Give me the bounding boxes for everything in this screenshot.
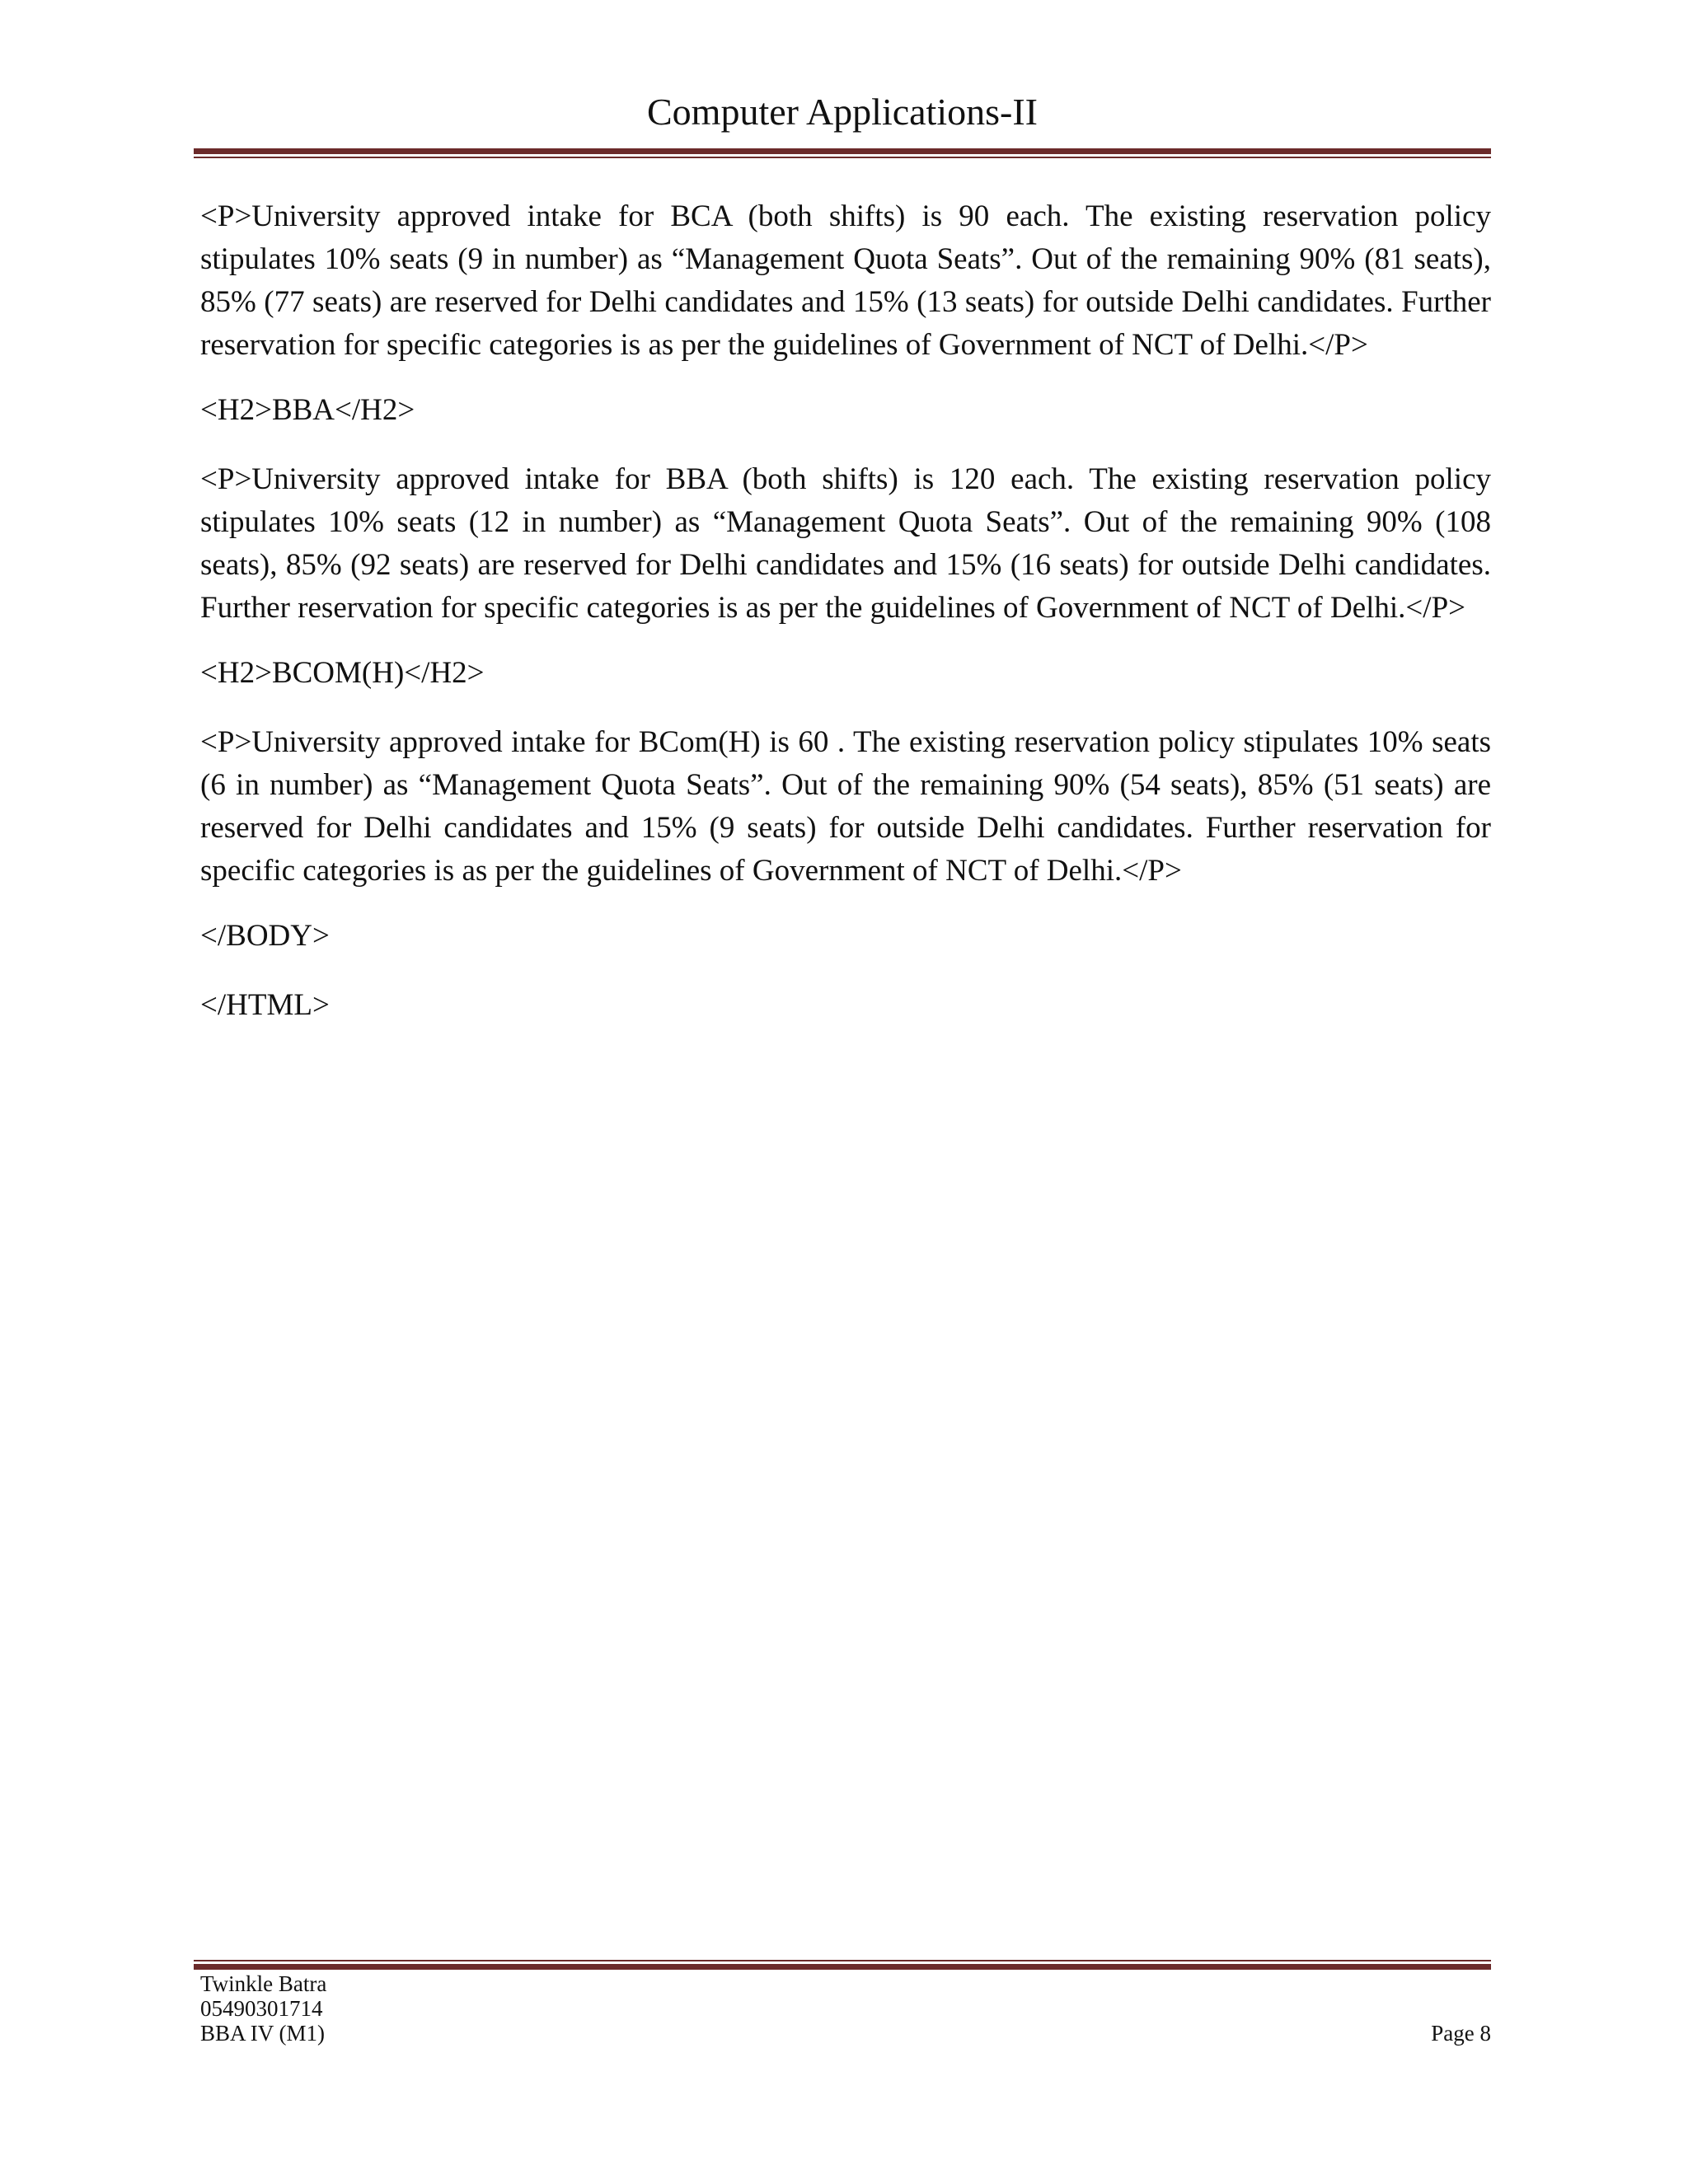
paragraph-bca: <P>University approved intake for BCA (both shifts) is 90 each. The existing reservation policy stipulates 10% seats (9 in number) as “Management Quota Seats”. Out of the remaining 90% (81 seats), 85% (77 seats) are reserved for Delhi candidates and 15% (13 seats) for outside Delhi candidates. Further reservation for specific categories is as per the guidelines of Government of NCT of Delhi.</P>: [200, 199, 1491, 362]
heading-bba: <H2>BBA</H2>: [200, 393, 415, 427]
footer-page-number: Page 8: [1431, 2021, 1491, 2046]
footer-class: BBA IV (M1): [200, 2021, 326, 2046]
footer-author-name: Twinkle Batra: [200, 1971, 327, 1996]
footer-author-info: [200, 1971, 326, 2046]
heading-bcom: <H2>BCOM(H)</H2>: [200, 656, 485, 690]
paragraph-bcom: <P>University approved intake for BCom(H) is 60 . The existing reservation policy stipulates 10% seats (6 in number) as “Management Quota Seats”. Out of the remaining 90% (54 seats), 85% (51 seats) are reserved for Delhi candidates and 15% (9 seats) for outside Delhi candidates. Further reservation for specific categories is as per the guidelines of Government of NCT of Delhi.</P>: [200, 725, 1491, 888]
page-header-title: Computer Applications-II: [647, 91, 1038, 133]
paragraph-bba: <P>University approved intake for BBA (both shifts) is 120 each. The existing reservation policy stipulates 10% seats (12 in number) as “Management Quota Seats”. Out of the remaining 90% (108 seats), 85% (92 seats) are reserved for Delhi candidates and 15% (16 seats) for outside Delhi candidates. Further reservation for specific categories is as per the guidelines of Government of NCT of Delhi.</P>: [200, 462, 1491, 625]
closing-body-tag: </BODY>: [200, 919, 330, 953]
footer-divider: [194, 1960, 1491, 1970]
document-body: [200, 195, 1491, 1053]
header-divider: [194, 148, 1491, 158]
footer-roll-number: 05490301714: [200, 1996, 323, 2021]
closing-html-tag: </HTML>: [200, 988, 330, 1022]
